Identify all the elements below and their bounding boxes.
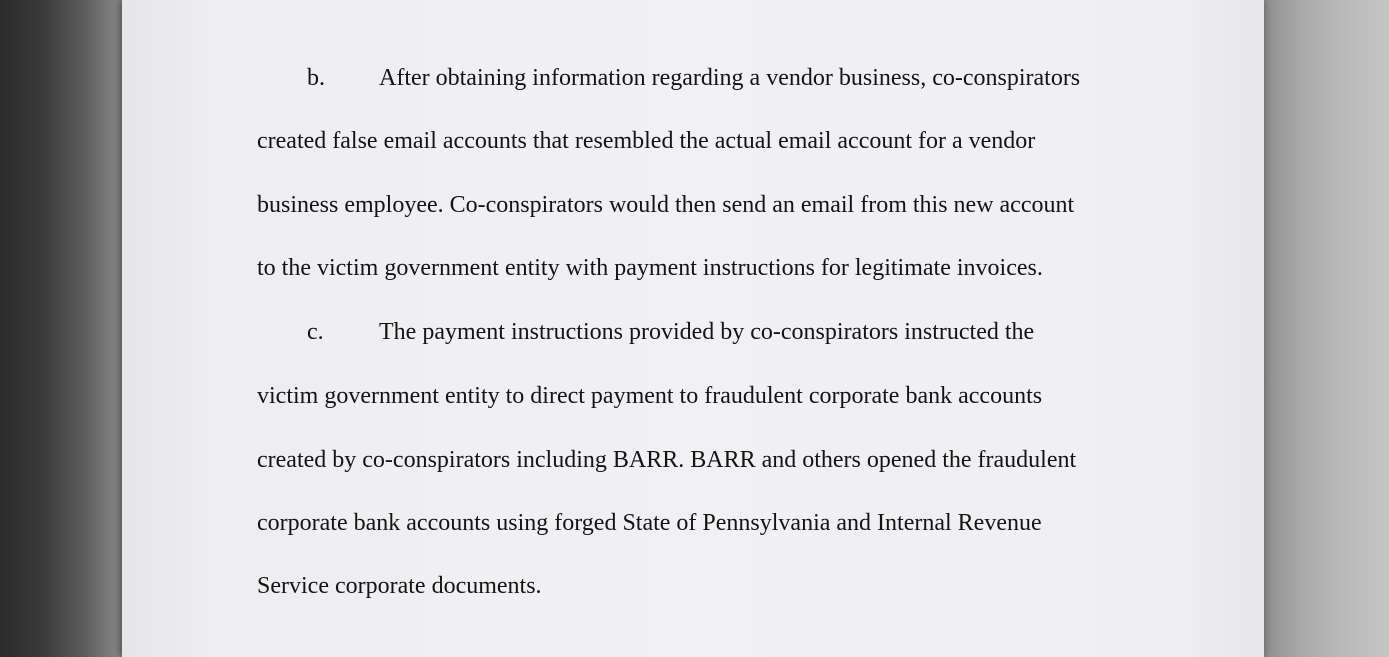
- paragraph-line: to the victim government entity with payment instructions for legitimate invoices.: [257, 255, 1043, 281]
- paragraph-line: created false email accounts that resembled the actual email account for a vendor: [257, 128, 1036, 154]
- paragraph-line: After obtaining information regarding a vendor business, co-conspirators: [379, 65, 1081, 91]
- paragraph-line: corporate bank accounts using forged State of Pennsylvania and Internal Revenue: [257, 510, 1042, 536]
- paragraph-line: created by co-conspirators including BARR. BARR and others opened the fraudulent: [257, 447, 1077, 473]
- paragraph-line: The payment instructions provided by co-conspirators instructed the: [379, 319, 1035, 345]
- paragraph-line: business employee. Co-conspirators would then send an email from this new account: [257, 192, 1075, 218]
- background-left-shadow: [0, 0, 122, 657]
- paragraph-marker: c.: [307, 319, 324, 345]
- paragraph-line: victim government entity to direct payment to fraudulent corporate bank accounts: [257, 383, 1043, 409]
- background-right: [1264, 0, 1389, 657]
- paragraph-marker: b.: [307, 65, 325, 91]
- paragraph-line: Service corporate documents.: [257, 573, 542, 599]
